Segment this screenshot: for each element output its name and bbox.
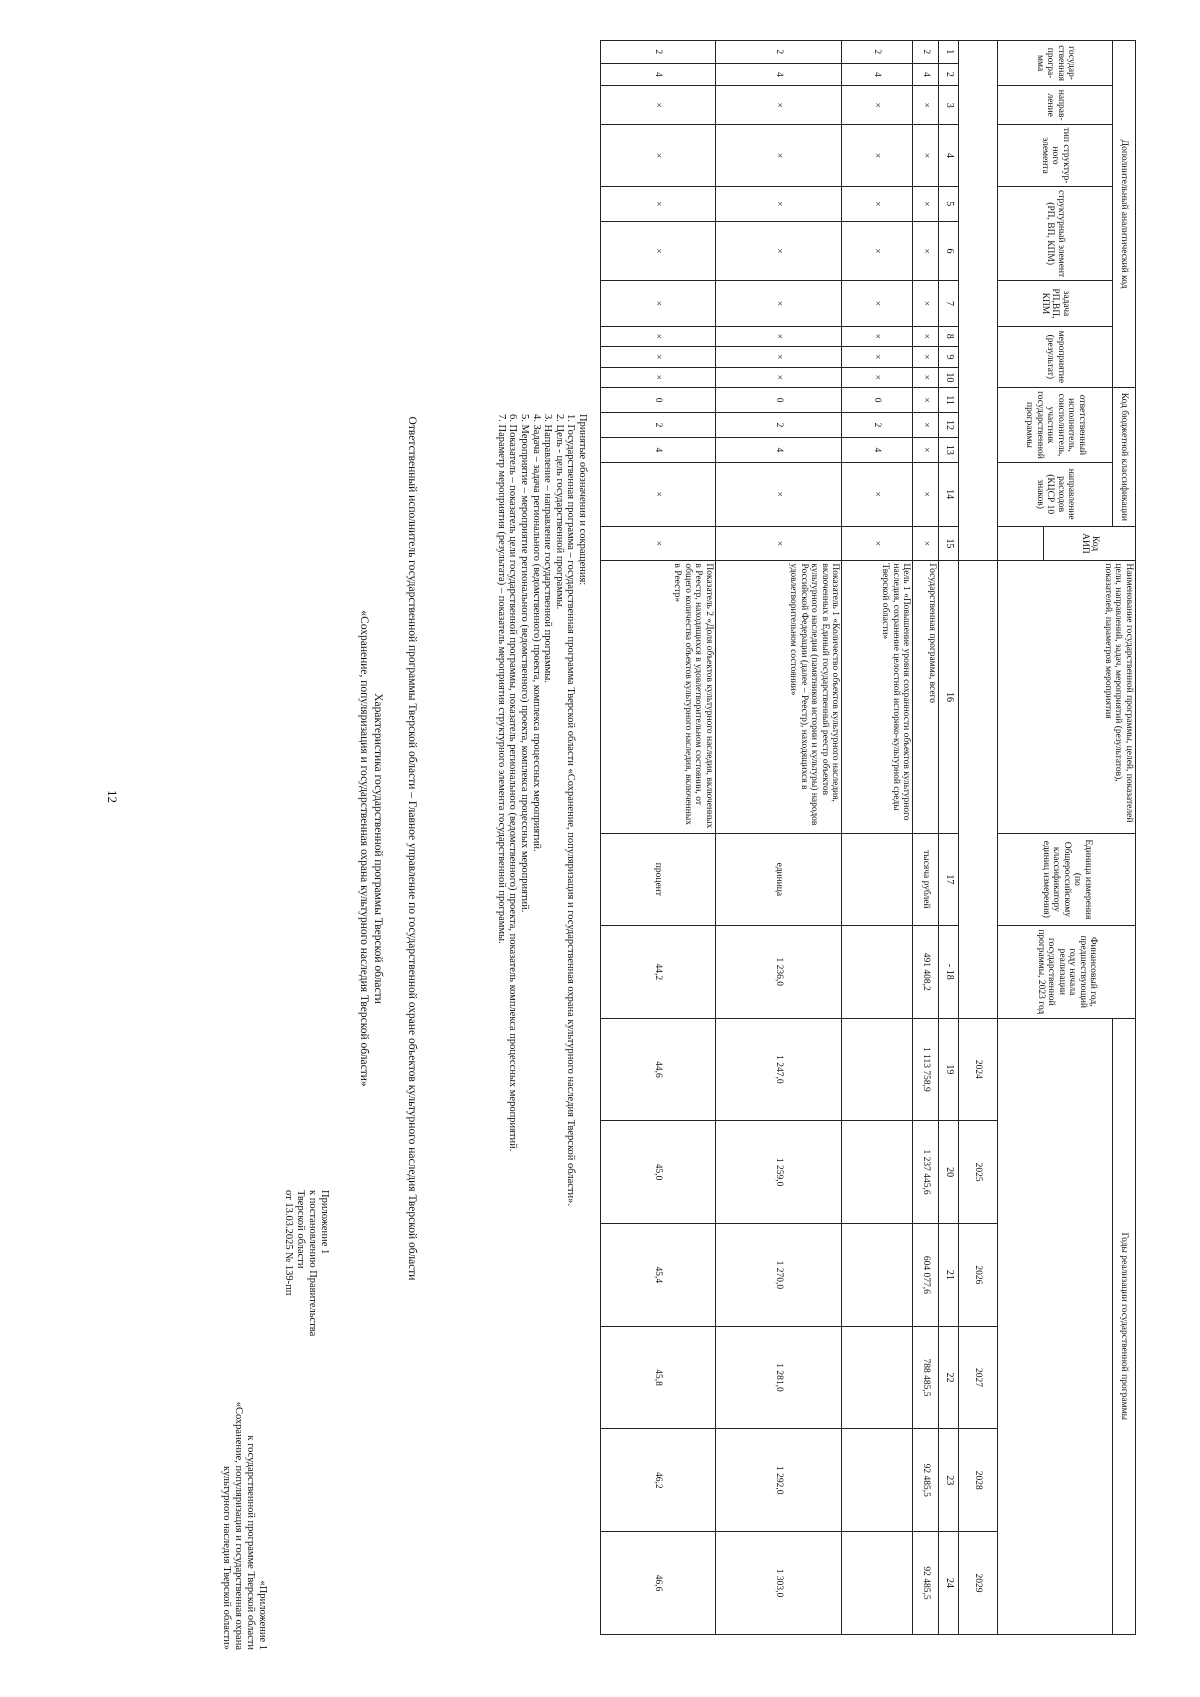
group-header-years: Годы реализации государственной программы	[1113, 1018, 1136, 1634]
header-name: Наименование государственной программы, целей, показателей цели, направлений, задач, мероприятий (результатов), показателей, параметров мероприятия	[998, 561, 1136, 833]
code-cell: ×	[913, 388, 938, 413]
code-cell: ×	[913, 413, 938, 438]
code-cell: ×	[601, 462, 716, 526]
group-header-budget: Код бюджетной классификации	[1113, 388, 1136, 526]
code-cell: 4	[913, 63, 938, 86]
header-struct: структурный элемент (РП, ВП, КПМ)	[998, 186, 1113, 281]
column-number: 24	[938, 1532, 959, 1635]
title-line: Характеристика государственной программы Тверской области	[372, 693, 384, 1004]
code-cell: ×	[913, 221, 938, 281]
appendix-line: культурного наследия Тверской области»	[221, 1466, 232, 1650]
abbreviation-item: 1. Государственная программа – государственная программа Тверской области «Сохранение, популяризация и государственная охрана культурного наследия Тверской области».	[565, 414, 577, 1207]
code-cell: ×	[913, 437, 938, 462]
code-cell: ×	[913, 367, 938, 388]
code-cell: ×	[601, 367, 716, 388]
column-number-row	[938, 41, 959, 1635]
header-task: задача РП,ВП, КПМ	[998, 281, 1113, 326]
header-unit: Единица измерения (по Общероссийскому классификатору единиц измерения)	[998, 833, 1136, 925]
header-appendix-block	[220, 1150, 330, 1650]
code-cell: ×	[601, 221, 716, 281]
code-cell: ×	[715, 326, 841, 347]
row-unit	[842, 833, 913, 925]
year-label-spacer	[959, 41, 998, 561]
code-cell: 4	[601, 63, 716, 86]
appendix-line: к государственной программе Тверской области	[245, 1435, 256, 1650]
row-year-value: 46,2	[601, 1429, 716, 1532]
code-cell: ×	[842, 367, 913, 388]
row-year-value	[842, 1326, 913, 1429]
appendix-line: «Сохранение, популяризация и государственная охрана	[233, 1401, 244, 1650]
row-year-value	[842, 1429, 913, 1532]
header-aip-spacer	[998, 526, 1044, 561]
column-number: 5	[938, 186, 959, 221]
code-cell: ×	[715, 347, 841, 368]
year-label-spacer	[959, 561, 998, 1018]
code-cell: ×	[842, 221, 913, 281]
years-spacer	[998, 1018, 1113, 1634]
row-year-value	[842, 1121, 913, 1224]
code-cell: ×	[715, 221, 841, 281]
code-cell: 2	[913, 41, 938, 64]
column-number: 15	[938, 526, 959, 561]
row-year-value: 1 113 758,9	[913, 1018, 938, 1121]
code-cell: ×	[913, 186, 938, 221]
row-year-value: 92 485,5	[913, 1532, 938, 1635]
decree-line: Тверской области	[295, 1190, 306, 1269]
code-cell: 2	[842, 41, 913, 64]
year-2028: 2028	[959, 1429, 998, 1532]
table-body	[601, 41, 939, 1635]
code-cell: ×	[913, 86, 938, 125]
column-number: 11	[938, 388, 959, 413]
abbreviation-item: 7. Параметр мероприятия (результата) – показатель мероприятия структурного элемента государственной программы.	[495, 414, 507, 944]
row-base-value	[842, 926, 913, 1018]
header-expense: направление расходов (КЦСР 10 знаков)	[998, 462, 1113, 526]
code-cell: ×	[601, 326, 716, 347]
row-name: Государственная программа, всего	[913, 561, 938, 833]
code-cell: ×	[913, 347, 938, 368]
code-cell: ×	[601, 86, 716, 125]
row-year-value: 45,4	[601, 1223, 716, 1326]
code-cell: ×	[715, 526, 841, 561]
code-cell: ×	[842, 347, 913, 368]
column-number: 10	[938, 367, 959, 388]
column-number: 6	[938, 221, 959, 281]
code-cell: 4	[842, 437, 913, 462]
abbreviations-heading: Принятые обозначения и сокращения:	[577, 414, 588, 586]
code-cell: ×	[601, 347, 716, 368]
header-program: государ-ственная програ-мма	[998, 41, 1113, 86]
document-title	[357, 0, 385, 1697]
column-number: 9	[938, 347, 959, 368]
column-number: 17	[938, 833, 959, 925]
abbreviation-item: 4. Задача – задача регионального (ведомственного) проекта, комплекса процессных мероприятий.	[530, 414, 542, 852]
code-cell: 2	[842, 413, 913, 438]
column-number: 8	[938, 326, 959, 347]
column-number: 20	[938, 1121, 959, 1224]
column-number: 13	[938, 437, 959, 462]
code-cell: 2	[715, 413, 841, 438]
row-unit: единица	[715, 833, 841, 925]
header-base-year: Финансовый год, предшествующий году начала реализации государственной программы, 2023 год	[998, 926, 1136, 1018]
row-year-value: 1 292,0	[715, 1429, 841, 1532]
header-type: тип структур-ного элемента	[998, 125, 1113, 187]
column-number: 14	[938, 462, 959, 526]
code-cell: ×	[715, 186, 841, 221]
header-direction: направ-ление	[998, 86, 1113, 125]
appendix-line: «Приложение 1	[257, 1580, 268, 1650]
column-number: 19	[938, 1018, 959, 1121]
code-cell: 0	[842, 388, 913, 413]
column-number: 21	[938, 1223, 959, 1326]
year-2029: 2029	[959, 1532, 998, 1635]
title-line: «Сохранение, популяризация и государственная охрана культурного наследия Тверской области»	[358, 610, 370, 1087]
code-cell: ×	[913, 326, 938, 347]
code-cell: ×	[842, 186, 913, 221]
column-number: 23	[938, 1429, 959, 1532]
row-year-value: 45,0	[601, 1121, 716, 1224]
decree-reference	[282, 1190, 330, 1650]
column-number: - 18	[938, 926, 959, 1018]
row-base-value: 491 408,2	[913, 926, 938, 1018]
code-cell: ×	[842, 526, 913, 561]
row-year-value: 1 281,0	[715, 1326, 841, 1429]
column-number: 2	[938, 63, 959, 86]
row-year-value	[842, 1018, 913, 1121]
header-aip: Код АИП	[1044, 526, 1136, 561]
row-name: Цель 1 «Повышение уровня сохранности объектов культурного наследия, сохранение целостной историко-культурной среды Тверской области»	[842, 561, 913, 833]
header-event: мероприятие (результат)	[998, 326, 1113, 388]
code-cell: 0	[601, 388, 716, 413]
code-cell: ×	[842, 462, 913, 526]
code-cell: ×	[842, 86, 913, 125]
row-unit: тысяча рублей	[913, 833, 938, 925]
row-unit: процент	[601, 833, 716, 925]
code-cell: ×	[715, 281, 841, 326]
row-year-value: 1 270,0	[715, 1223, 841, 1326]
code-cell: 0	[715, 388, 841, 413]
year-2027: 2027	[959, 1326, 998, 1429]
column-number: 7	[938, 281, 959, 326]
row-year-value: 1 259,0	[715, 1121, 841, 1224]
column-number: 3	[938, 86, 959, 125]
row-year-value: 92 485,5	[913, 1429, 938, 1532]
code-cell: ×	[601, 281, 716, 326]
row-year-value: 46,6	[601, 1532, 716, 1635]
row-year-value: 604 077,6	[913, 1223, 938, 1326]
code-cell: ×	[913, 462, 938, 526]
code-cell: ×	[842, 326, 913, 347]
abbreviation-item: 2. Цель - цель государственной программы.	[553, 414, 565, 610]
column-number: 22	[938, 1326, 959, 1429]
code-cell: 4	[715, 63, 841, 86]
table-row	[601, 41, 716, 1635]
code-cell: ×	[842, 125, 913, 187]
row-year-value	[842, 1223, 913, 1326]
row-base-value: 44,2	[601, 926, 716, 1018]
row-year-value: 1 303,0	[715, 1532, 841, 1635]
abbreviations-list	[495, 414, 588, 1694]
row-year-value: 45,8	[601, 1326, 716, 1429]
row-base-value: 1 236,0	[715, 926, 841, 1018]
decree-line: Приложение 1	[319, 1190, 330, 1255]
code-cell: 2	[601, 413, 716, 438]
row-year-value	[842, 1532, 913, 1635]
code-cell: ×	[601, 186, 716, 221]
year-2026: 2026	[959, 1223, 998, 1326]
column-number: 12	[938, 413, 959, 438]
appendix-reference	[220, 1150, 268, 1650]
column-number: 16	[938, 561, 959, 833]
code-cell: ×	[715, 86, 841, 125]
table-row	[842, 41, 913, 1635]
code-cell: 4	[601, 437, 716, 462]
table-row	[715, 41, 841, 1635]
code-cell: ×	[715, 462, 841, 526]
header-responsible: ответственный исполнитель, соисполнитель, участник государственной программы	[998, 388, 1113, 463]
row-year-value: 44,6	[601, 1018, 716, 1121]
row-name: Показатель 1 «Количество объектов культурного наследия, включенных в Единый государственный реестр объектов культурного наследия (памятников истории и культуры) народов Российской Федерации (далее – Реестр), находящихся в удовлетворительном состоянии»	[715, 561, 841, 833]
row-year-value: 788 485,5	[913, 1326, 938, 1429]
code-cell: 2	[601, 41, 716, 64]
abbreviation-item: 5. Мероприятие – мероприятие регионального (ведомственного) проекта, комплекса процессных мероприятий.	[519, 414, 531, 913]
code-cell: ×	[601, 526, 716, 561]
column-number: 1	[938, 41, 959, 64]
table-row	[913, 41, 938, 1635]
code-cell: ×	[913, 526, 938, 561]
row-year-value: 1 237 445,6	[913, 1121, 938, 1224]
code-cell: ×	[913, 125, 938, 187]
group-header-analytic: Дополнительный аналитический код	[1113, 41, 1136, 388]
row-year-value: 1 247,0	[715, 1018, 841, 1121]
year-2024: 2024	[959, 1018, 998, 1121]
code-cell: ×	[913, 281, 938, 326]
code-cell: ×	[842, 281, 913, 326]
decree-line: от 13.03.2025 № 139-пп	[283, 1190, 294, 1296]
row-name: Показатель 2 «Доля объектов культурного наследия, включенных в Реестр, находящихся в удовлетворительном состоянии, от общего количества объектов культурного наследия, включенных в Реестр»	[601, 561, 716, 833]
year-2025: 2025	[959, 1121, 998, 1224]
abbreviation-item: 3. Направление – направление государственной программы.	[542, 414, 554, 683]
code-cell: 2	[715, 41, 841, 64]
column-number: 4	[938, 125, 959, 187]
code-cell: ×	[715, 367, 841, 388]
responsible-executor: Ответственный исполнитель государственной программы Тверской области – Главное управление по государственной охране объектов культурного наследия Тверской области	[406, 416, 418, 1281]
code-cell: ×	[715, 125, 841, 187]
program-characteristics-table	[600, 40, 1136, 1635]
code-cell: ×	[601, 125, 716, 187]
abbreviation-item: 6. Показатель – показатель цели государственной программы, показатель регионального (ведомственного) проекта, показатель комплекса процессных мероприятий.	[507, 414, 519, 1152]
code-cell: 4	[715, 437, 841, 462]
decree-line: к постановлению Правительства	[307, 1190, 318, 1337]
code-cell: 4	[842, 63, 913, 86]
page-number: 12	[105, 790, 120, 803]
